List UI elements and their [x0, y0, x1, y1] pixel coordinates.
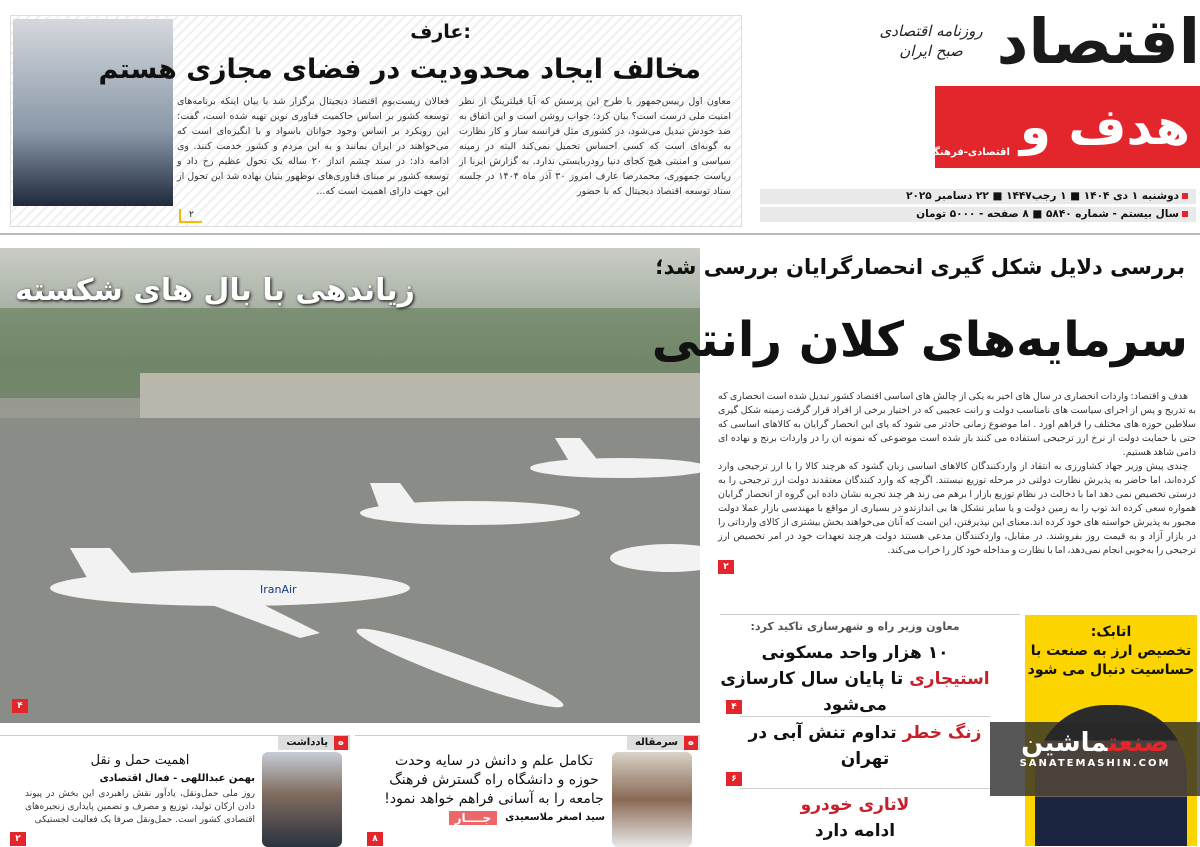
top-story-title: مخالف ایجاد محدودیت در فضای مجازی هستم [98, 54, 701, 85]
watermark-red: صنعت [1107, 728, 1169, 758]
note-content [25, 752, 255, 827]
news-kicker: معاون وزیر راه و شهرسازی تاکید کرد: [750, 620, 960, 633]
tagline: روزنامه اقتصادی [879, 22, 983, 40]
logo-icon: ه [334, 736, 348, 750]
author-photo [612, 752, 692, 847]
news-highlight: زنگ خطر [902, 723, 982, 743]
editorial-content [383, 752, 605, 825]
photo-caption: زیاندهی با بال های شکسته [15, 273, 415, 308]
page-ref: ۴ [12, 699, 28, 713]
date-line: دوشنبه ۱ دی ۱۴۰۴ ■ ۱ رجب۱۴۴۷ ■ ۲۲ دسامبر ۲۰۲۵ [760, 189, 1196, 204]
section-label: سرمقاله [627, 736, 700, 750]
lead-body: هدف و اقتصاد: واردات انحصاری در سال های اخیر به یکی از چالش های اساسی اقتصاد کشور تبدیل شده است انحصاری که به تدریج و پس از اجرای سیاست های نامناسب دولت و رانت عجیبی که در اختیار برخی از افراد قرار گرفت زمینه شکل گیری سلاطین حوزه های مختلف را فراهم اورد . اما موضوع زمانی حادتر می شود که پای این انحصار گرایان به کالاهای اساسی که حتی با حمایت دولت از نرخ ارز ترجیحی استفاده می کنند باز شده است موضوعی که نمونه ان را در واردات برنج و نهاده ای دامی شاهد هستیم. [718, 391, 1196, 458]
logo-red-band [877, 86, 1200, 168]
top-story-kicker: عارف: [410, 21, 471, 43]
news-item-housing[interactable] [720, 640, 990, 718]
issue-line: سال بیستم - شماره ۵۸۴۰ ■ ۸ صفحه - ۵۰۰۰ تومان [760, 207, 1196, 222]
top-story-column-2: فعالان زیست‌بوم اقتصاد دیجیتال برگزار شد با بیان اینکه برنامه‌های توسعه کشور بر اساس حاکمیت فناوری نوین تهیه شده است، گفت: این رویکرد بر اساس وجود جوانان باسواد و با انگیزه‌ای است که می‌خواهند در ایران بمانند و به این مردم و کشور خدمت کنند. وی ادامه داد: در سند چشم انداز ۲۰ ساله یک تحول عظیم رخ داد و توسعه کشور بر مبنای فناوری‌های نوظهور بنیان نهاده شد این تحول از این جهت دارای اهمیت است که... [177, 96, 449, 197]
news-text: تداوم تنش آبی در تهران [748, 723, 903, 769]
lead-headline[interactable]: سرمایه‌های کلان رانتی [651, 312, 1188, 368]
page-ref: ۴ [726, 700, 742, 714]
portrait-photo [13, 19, 173, 206]
note-title: اهمیت حمل و نقل [90, 753, 190, 768]
page-ref: ۲ [718, 560, 734, 574]
taglines [879, 22, 982, 60]
logo-icon: ه [684, 736, 698, 750]
news-item-water[interactable] [745, 720, 985, 772]
logo-subtitle: اقتصادی-فرهنگی-اجتماعی [877, 147, 1010, 158]
news-highlight: لاتاری خودرو [800, 795, 910, 815]
watermark-url: SANATEMASHIN.COM [1019, 758, 1171, 769]
news-text: تا پایان سال کارسازی می‌شود [720, 669, 910, 715]
tagline-2: صبح ایران [899, 42, 963, 60]
stamp: جــــار [449, 811, 497, 825]
lead-body-container [718, 390, 1196, 574]
logo-text: اقتصاد [996, 4, 1200, 78]
top-story-column: معاون اول رییس‌جمهور با طرح این پرسش که آیا فیلترینگ از نظر امنیت ملی درست است؟ بیان کرد: جواب روشن است و این اتفاق به ضد خودش تبدیل می‌شود، در کشوری مثل فرانسه ساز و کار نظارت به گونه‌ای است که کسی احساس تحمیل نمی‌کند البته در زمینه سیاسی و امنیتی هیچ کجای دنیا رودربایستی ندارد. به گزارش ایرنا از ریاست جمهوری، محمدرضا عارف امروز ۳۰ آذر ماه ۱۴۰۴ در جلسه ستاد توسعه اقتصاد دیجیتال که با حضور [459, 96, 731, 197]
news-text: ادامه دارد [814, 821, 896, 841]
news-item-lottery[interactable] [720, 792, 990, 844]
news-text: ۱۰ هزار واحد مسکونی [761, 643, 949, 663]
logo-top-row [760, 0, 1200, 82]
news-highlight: استیجاری [909, 669, 990, 689]
masthead-logo [760, 0, 1200, 185]
page-ref: ۶ [726, 772, 742, 786]
editorial-title: تکامل علم و دانش در سایه وحدت حوزه و دانشگاه راه گسترش فرهنگ جامعه را به آسانی فراهم خواهد نمود! [384, 753, 604, 807]
plane-label: IranAir [260, 583, 297, 596]
watermark-white: ماشین [1021, 728, 1108, 758]
lead-kicker: بررسی دلایل شکل گیری انحصارگرایان بررسی شد؛ [655, 255, 1185, 279]
airport-photo[interactable] [0, 248, 700, 723]
note-box[interactable] [0, 735, 350, 846]
author-name: بهمن عبداللهی - فعال اقتصادی [99, 773, 255, 784]
yellow-kicker: اتابک: [1090, 624, 1132, 640]
logo-red-text: هدف و [1019, 98, 1190, 156]
author-photo [262, 752, 342, 847]
note-body: روز ملی حمل‌ونقل، یادآور نقش راهبردی این بخش در پیوند دادن ارکان تولید، توزیع و مصرف و تضمین پایداری زنجیره‌های اقتصادی کشور است. حمل‌ونقل صرفا یک فعالیت لجستیکی [25, 789, 255, 825]
page-ref: ۸ [367, 832, 383, 846]
airport-image [0, 248, 700, 723]
author-name: سید اصغر ملاسعیدی [505, 812, 605, 823]
editorial-box[interactable] [355, 735, 700, 846]
divider [0, 233, 1200, 235]
top-story[interactable] [10, 15, 742, 227]
page-ref: ۲ [179, 209, 202, 223]
section-label: یادداشت [278, 736, 350, 750]
lead-body-2: چندی پیش وزیر جهاد کشاورزی به انتقاد از واردکنندگان کالاهای اساسی زبان گشود که هرچند کالا را با ارز ترجیحی وارد کرده‌اند، اما حاضر به پذیرش نظارت دولتی در مرحله توزیع نیستند. اگرچه که وارد کنندگان معتقدند دولت ارز ترجیحی را به درستی تخصیص نمی دهد اما با دخالت در نظام توزیع بازار ا برهم می زند هر چند تجربه نشان داده این گروه از انحصار گرایان همواره سعی کرده اند توپ را به زمین دولت و یا سایر تشکل ها بی اندازتدو در بسیاری از مواقع با مهندسی بازار عملا دولت مجبور به پذیرش خواسته های خود کرده اند.معنای این نپذیرفتن، این است که آنان می‌خواهند بخش بیشتری از کالای وارداتی را در بازار آزاد و به قیمت روز بفروشند. در مقابل، واردکنندگان مدعی هستند دولت هرچند تعهدات خود در امر تخصیص ارز ترجیحی را به‌خوبی انجام نمی‌دهد، اما با نظارت و مداخله خود کار را خراب می‌کند. [718, 461, 1196, 556]
yellow-title: تخصیص ارز به صنعت با حساسیت دنبال می شود [1027, 643, 1195, 678]
watermark [990, 722, 1200, 796]
page-ref: ۲ [10, 832, 26, 846]
